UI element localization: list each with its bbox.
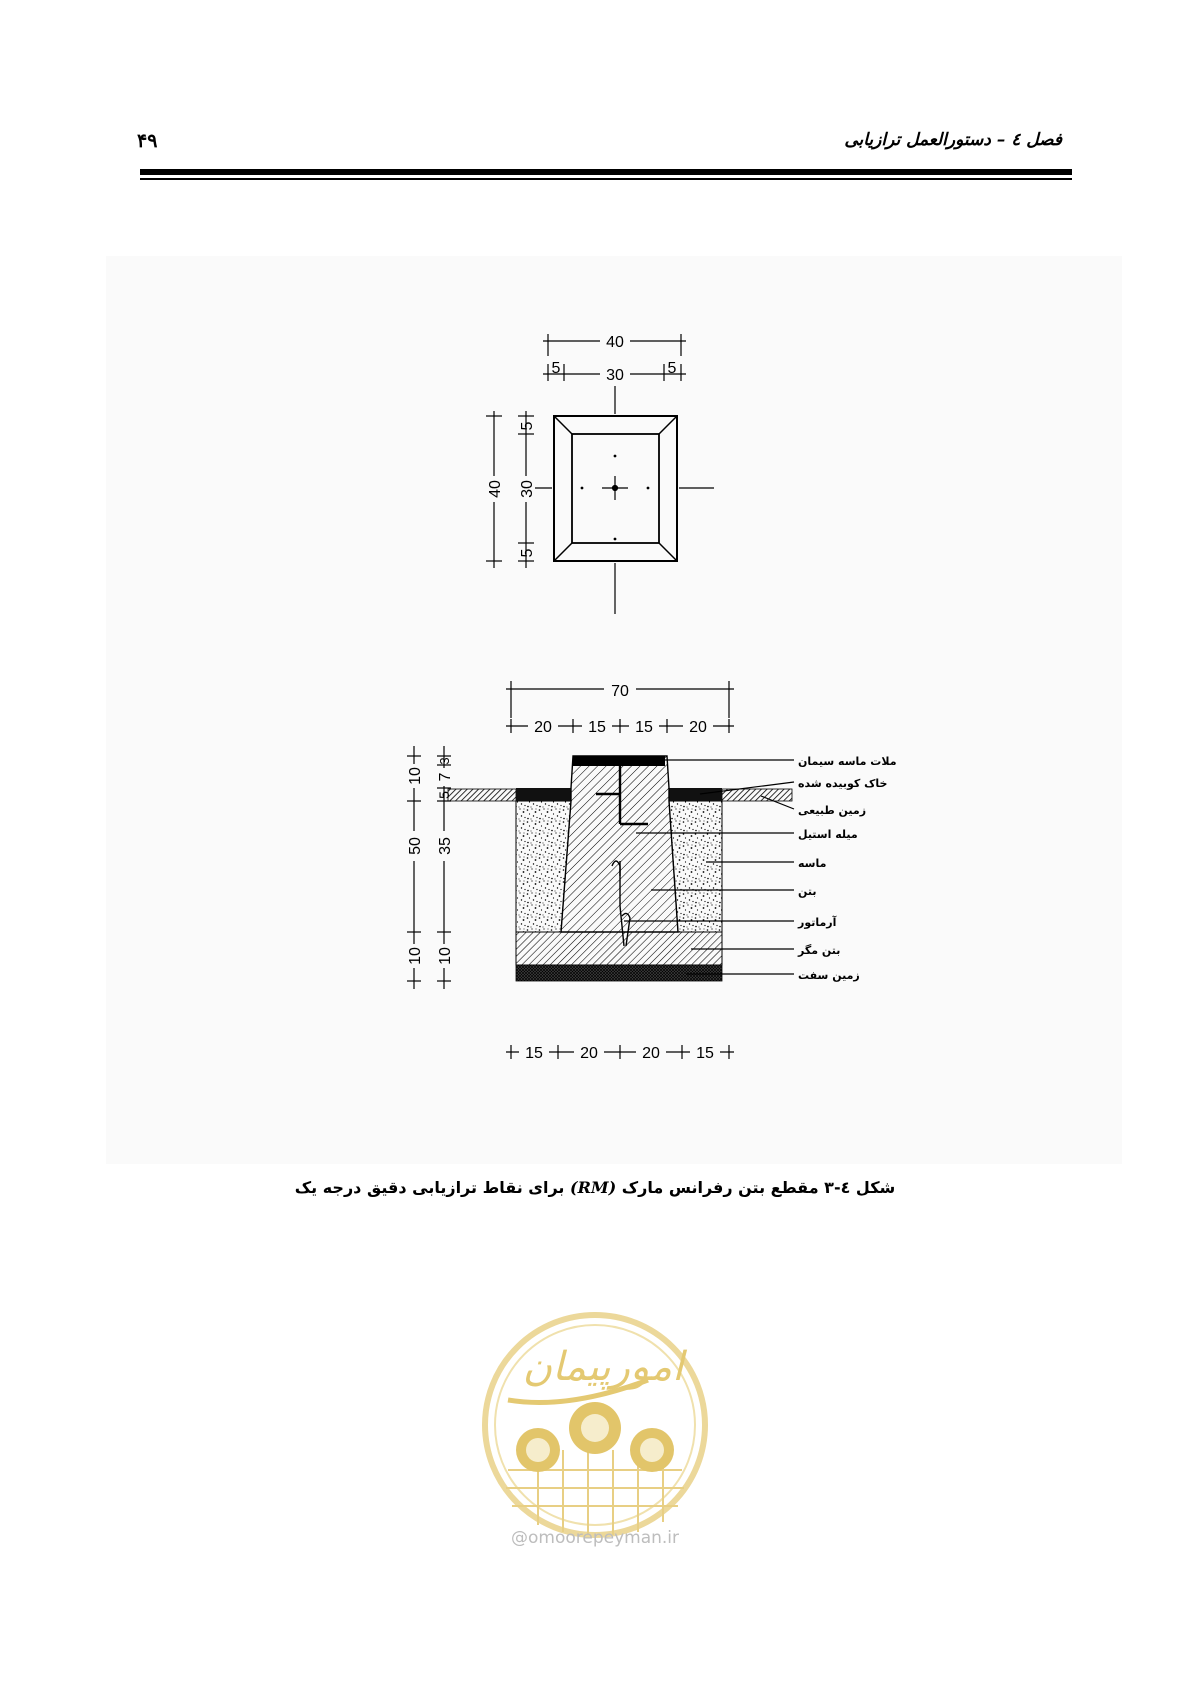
dim-bottom-1: 15 xyxy=(525,1045,543,1062)
dim-total-top: 70 xyxy=(611,683,629,700)
dim-top-2: 15 xyxy=(588,719,606,736)
header-rule-thin xyxy=(140,178,1072,180)
caption-rm: (RM) xyxy=(570,1178,617,1197)
dim-outer-height: 40 xyxy=(487,480,504,498)
technical-drawing xyxy=(106,256,1122,1164)
dim-left-outer-bottom: 10 xyxy=(407,947,424,965)
dim-right-border: 5 xyxy=(667,360,677,377)
label-rebar: آرماتور xyxy=(798,916,837,929)
dim-outer-width: 40 xyxy=(606,334,624,351)
logo-text: امورپیمان xyxy=(522,1344,684,1390)
label-steel-rod: میله استیل xyxy=(798,828,858,841)
dim-left-total: 50 xyxy=(407,837,424,855)
label-concrete: بتن xyxy=(798,885,817,898)
watermark-logo xyxy=(478,1310,712,1540)
caption-suffix: برای نقاط ترازیابی دقیق درجه یک xyxy=(294,1178,565,1197)
dim-left-inner-1: 3 xyxy=(437,757,452,765)
header-rule-thick xyxy=(140,169,1072,175)
dim-top-3: 15 xyxy=(635,719,653,736)
dim-bottom-border: 5 xyxy=(519,548,536,558)
label-natural-ground: زمین طبیعی xyxy=(798,804,867,817)
section-view xyxy=(407,681,794,1059)
dim-left-inner-4: 35 xyxy=(437,837,454,855)
label-cement-mortar: ملات ماسه سیمان xyxy=(798,755,897,768)
dim-top-border: 5 xyxy=(519,421,536,431)
label-compacted-soil: خاک کوبیده شده xyxy=(798,777,888,790)
dim-inner-height: 30 xyxy=(519,480,536,498)
dim-left-border: 5 xyxy=(551,360,561,377)
dim-bottom-2: 20 xyxy=(580,1045,598,1062)
page-number: ۴۹ xyxy=(137,130,158,152)
dim-bottom-4: 15 xyxy=(696,1045,714,1062)
watermark-site: @omoorepeyman.ir xyxy=(510,1528,680,1548)
figure-caption xyxy=(0,1178,1190,1197)
chapter-title: فصل ٤ – دستورالعمل ترازیابی xyxy=(844,130,1062,150)
dim-bottom-3: 20 xyxy=(642,1045,660,1062)
dim-left-inner-5: 10 xyxy=(437,947,454,965)
plan-dimension-labels xyxy=(485,332,677,557)
caption-prefix: شکل ٤-٣ مقطع بتن رفرانس مارک xyxy=(621,1178,896,1197)
dim-left-inner-2: 7 xyxy=(437,772,454,782)
label-hard-ground: زمین سفت xyxy=(798,969,860,982)
dim-left-outer-top: 10 xyxy=(407,767,424,785)
dim-top-1: 20 xyxy=(534,719,552,736)
label-lean-concrete: بتن مگر xyxy=(798,944,841,957)
dim-inner-width: 30 xyxy=(606,367,624,384)
label-sand: ماسه xyxy=(798,857,827,870)
dim-top-4: 20 xyxy=(689,719,707,736)
dim-left-inner-3: 5 xyxy=(436,791,452,799)
